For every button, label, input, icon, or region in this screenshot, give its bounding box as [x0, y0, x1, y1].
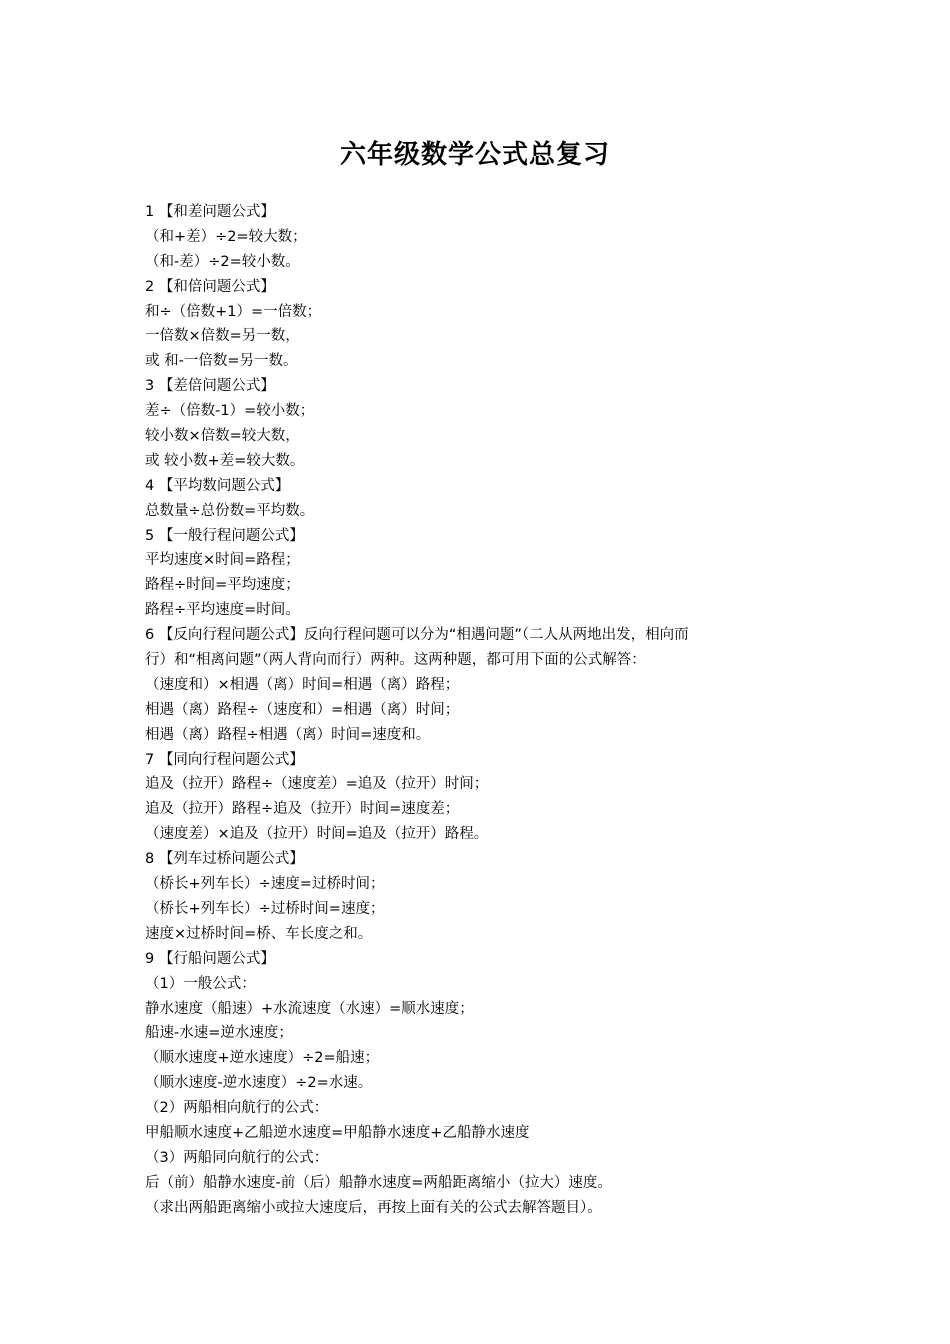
document-body — [145, 200, 815, 1221]
text-line: （顺水速度-逆水速度）÷2=水速。 — [145, 1075, 373, 1092]
text-line: 较小数×倍数=较大数， — [145, 428, 300, 445]
text-line: 船速-水速=逆水速度； — [145, 1025, 293, 1042]
text-line: 速度×过桥时间=桥、车长度之和。 — [145, 925, 373, 942]
text-line: （1）一般公式： — [145, 975, 256, 992]
text-line: （和+差）÷2=较大数； — [145, 228, 307, 245]
text-line: 8 【列车过桥问题公式】 — [145, 851, 304, 868]
text-line: 4 【平均数问题公式】 — [145, 477, 290, 494]
text-line: 后（前）船静水速度-前（后）船静水速度=两船距离缩小（拉大）速度。 — [145, 1174, 612, 1191]
text-line: 1 【和差问题公式】 — [145, 204, 275, 220]
text-line: 追及（拉开）路程÷追及（拉开）时间=速度差； — [145, 801, 460, 818]
text-line: 甲船顺水速度+乙船逆水速度=甲船静水速度+乙船静水速度 — [145, 1124, 530, 1141]
text-line: （速度差）×追及（拉开）时间=追及（拉开）路程。 — [145, 826, 489, 843]
text-line: 相遇（离）路程÷（速度和）=相遇（离）时间； — [145, 701, 460, 718]
text-line: （速度和）×相遇（离）时间=相遇（离）路程； — [145, 676, 460, 693]
text-line: （桥长+列车长）÷过桥时间=速度； — [145, 900, 385, 917]
text-line: 一倍数×倍数=另一数， — [145, 328, 300, 345]
text-line: 3 【差倍问题公式】 — [145, 378, 275, 395]
text-line: 2 【和倍问题公式】 — [145, 278, 275, 295]
text-line: 追及（拉开）路程÷（速度差）=追及（拉开）时间； — [145, 776, 489, 793]
text-line: 或 和-一倍数=另一数。 — [145, 353, 298, 370]
text-line: 6 【反向行程问题公式】反向行程问题可以分为“相遇问题”（二人从两地出发，相向而 — [145, 627, 689, 644]
text-line: 9 【行船问题公式】 — [145, 950, 275, 967]
text-line: 差÷（倍数-1）=较小数； — [145, 403, 315, 420]
text-line: 行）和“相离问题”（两人背向而行）两种。这两种题，都可用下面的公式解答： — [145, 652, 646, 669]
text-line: （求出两船距离缩小或拉大速度后，再按上面有关的公式去解答题目）。 — [145, 1199, 602, 1216]
text-line: 和÷（倍数+1）=一倍数； — [145, 303, 322, 320]
text-line: 静水速度（船速）+水流速度（水速）=顺水速度； — [145, 1000, 474, 1017]
text-line: 总数量÷总份数=平均数。 — [145, 502, 315, 519]
document-title: 六年级数学公式总复习 — [339, 140, 610, 170]
text-line: （和-差）÷2=较小数。 — [145, 253, 300, 270]
text-line: 7 【同向行程问题公式】 — [145, 751, 304, 768]
text-line: 相遇（离）路程÷相遇（离）时间=速度和。 — [145, 726, 431, 743]
text-line: 平均速度×时间=路程； — [145, 552, 300, 569]
text-line: 路程÷时间=平均速度； — [145, 577, 300, 594]
text-line: （2）两船相向航行的公式： — [145, 1100, 329, 1117]
text-line: （顺水速度+逆水速度）÷2=船速； — [145, 1050, 380, 1067]
text-line: 5 【一般行程问题公式】 — [145, 527, 304, 544]
text-line: （3）两船同向航行的公式： — [145, 1149, 329, 1166]
text-line: （桥长+列车长）÷速度=过桥时间； — [145, 876, 385, 893]
text-line: 路程÷平均速度=时间。 — [145, 602, 300, 619]
text-line: 或 较小数+差=较大数。 — [145, 452, 305, 469]
